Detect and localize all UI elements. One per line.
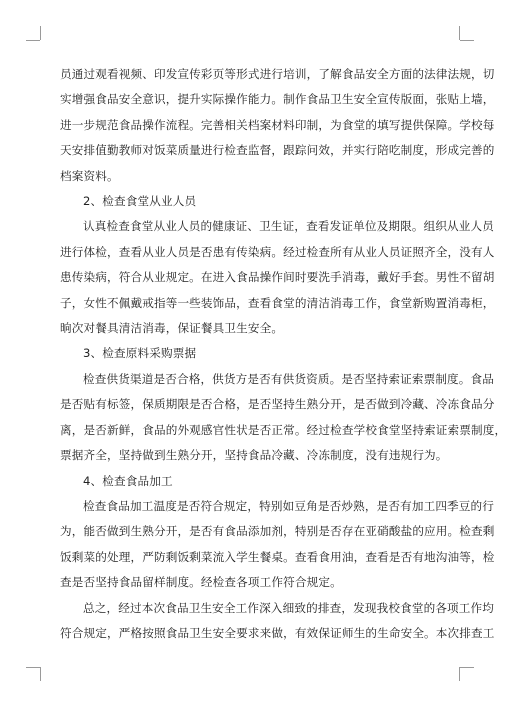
crop-mark-bottom-left-v — [40, 667, 41, 681]
text-line: 档案资料。 — [60, 168, 119, 183]
text-line: 检查食品加工温度是否符合规定，特别如豆角是否炒熟，是否有加工四季豆的行 — [83, 498, 495, 513]
text-line: 实增强食品安全意识，提升实际操作能力。制作食品卫生安全宣传版面，张贴上墙， — [60, 92, 495, 107]
crop-mark-top-right-h — [460, 40, 474, 41]
crop-mark-bottom-right-v — [459, 667, 460, 681]
body-paragraph — [60, 367, 506, 469]
text-line: 检查供货渠道是否合格，供货方是否有供货资质。是否坚持索证索票制度。食品 — [83, 371, 495, 386]
text-line: 饭剩菜的处理，严防剩饭剩菜流入学生餐桌。查看食用油，查看是否有地沟油等，检 — [60, 549, 495, 564]
text-line: 离，是否新鲜，食品的外观感官性状是否正常。经过检查学校食堂坚持索证索票制度， — [60, 422, 506, 437]
crop-mark-bottom-left-h — [26, 667, 40, 668]
body-paragraph — [60, 596, 495, 647]
text-line: 票据齐全，坚持做到生熟分开，坚持食品冷藏、冷冻制度，没有违规行为。 — [60, 448, 448, 463]
text-line: 4、检查食品加工 — [83, 473, 173, 488]
crop-mark-top-right-v — [459, 26, 460, 40]
section-heading — [60, 469, 445, 494]
crop-mark-top-left-v — [40, 26, 41, 40]
text-line: 总之，经过本次食品卫生安全工作深入细致的排查，发现我校食堂的各项工作均 — [83, 600, 495, 615]
body-paragraph — [60, 62, 495, 189]
text-line: 3、检查原料采购票据 — [83, 346, 197, 361]
section-heading — [60, 189, 445, 214]
document-body — [60, 62, 506, 646]
section-heading — [60, 341, 445, 366]
text-line: 患传染病，符合从业规定。在进入食品操作间时要洗手消毒，戴好手套。男性不留胡 — [60, 270, 495, 285]
text-line: 2、检查食堂从业人员 — [83, 194, 197, 209]
text-line: 员通过观看视频、印发宣传彩页等形式进行培训，了解食品安全方面的法律法规，切 — [60, 67, 495, 81]
text-line: 符合规定，严格按照食品卫生安全要求来做，有效保证师生的生命安全。本次排查工 — [60, 625, 495, 640]
text-line: 是否贴有标签，保质期限是否合格，是否坚持生熟分开，是否做到冷藏、冷冻食品分 — [60, 397, 495, 412]
text-line: 进一步规范食品操作流程。完善相关档案材料印制，为食堂的填写提供保障。学校每 — [60, 117, 495, 132]
text-line: 查是否坚持食品留样制度。经检查各项工作符合规定。 — [60, 575, 342, 590]
text-line: 认真检查食堂从业人员的健康证、卫生证，查看发证单位及期限。组织从业人员 — [83, 219, 495, 234]
text-line: 进行体检，查看从业人员是否患有传染病。经过检查所有从业人员证照齐全，没有人 — [60, 244, 495, 259]
text-line: 天安排值勤教师对饭菜质量进行检查监督，跟踪问效，并实行陪吃制度，形成完善的 — [60, 143, 495, 158]
text-line: 晌次对餐具清洁消毒，保证餐具卫生安全。 — [60, 321, 284, 336]
crop-mark-bottom-right-h — [460, 667, 474, 668]
crop-mark-top-left-h — [26, 40, 40, 41]
body-paragraph — [60, 214, 495, 341]
body-paragraph — [60, 494, 495, 596]
text-line: 子，女性不佩戴戒指等一些装饰品，查看食堂的清洁消毒工作，食堂新购置消毒柜， — [60, 295, 495, 310]
text-line: 为，能否做到生熟分开，是否有食品添加剂，特别是否存在亚硝酸盐的应用。检查剩 — [60, 524, 495, 539]
